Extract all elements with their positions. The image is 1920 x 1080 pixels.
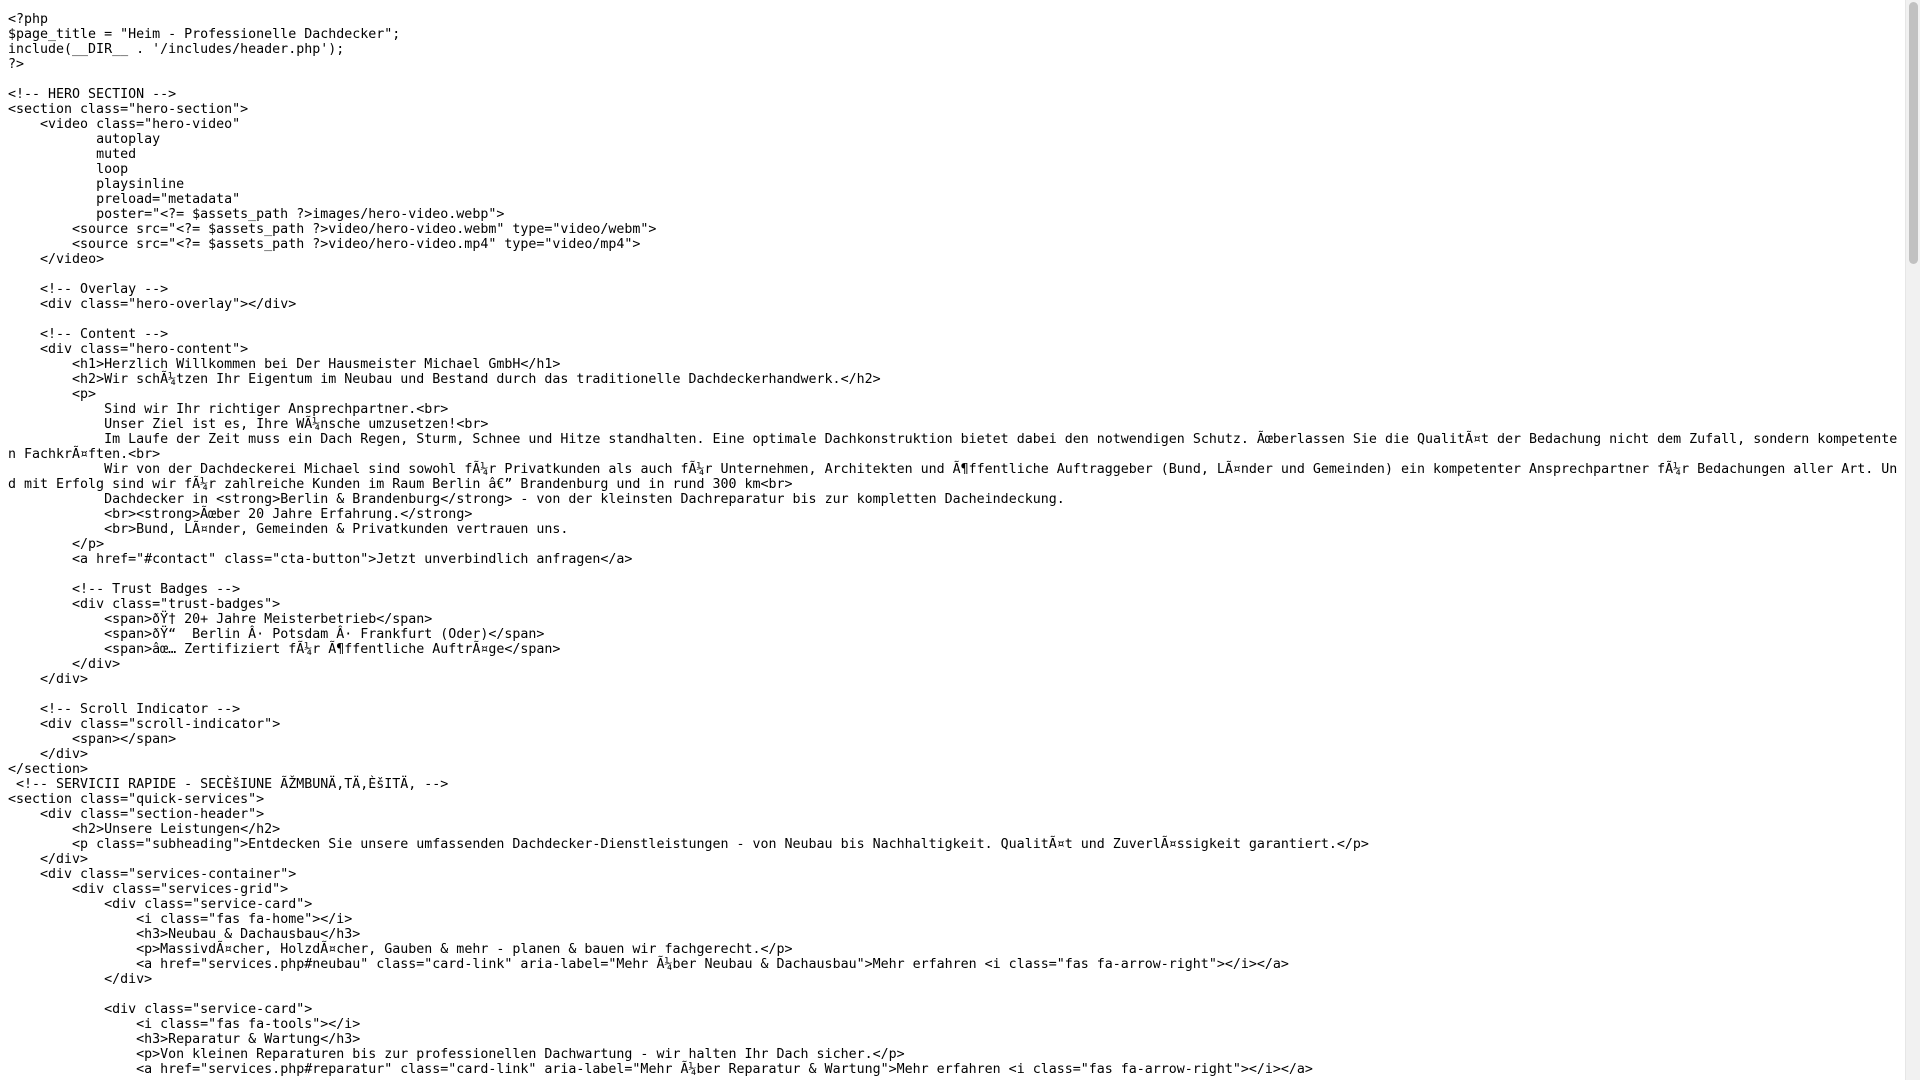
code-line: <p class="subheading">Entdecken Sie unsere umfassenden Dachdecker-Dienstleistungen - von Neubau bis Nachhaltigkeit. QualitÃ¤t und ZuverlÃ¤ssigkeit garantiert.</p> xyxy=(8,837,1369,852)
code-line: </div> xyxy=(8,972,153,987)
vertical-scrollbar[interactable] xyxy=(1905,0,1920,1080)
code-line: <!-- Overlay --> xyxy=(8,282,169,297)
code-line: <a href="services.php#reparatur" class="card-link" aria-label="Mehr Ã¼ber Reparatur & Wartung">Mehr erfahren <i class="fas fa-arrow-right"></i></a> xyxy=(8,1062,1313,1077)
code-line: </div> xyxy=(8,852,89,867)
code-line: muted xyxy=(8,147,137,162)
code-line: Sind wir Ihr richtiger Ansprechpartner.<br> xyxy=(8,402,449,417)
code-line: <i class="fas fa-home"></i> xyxy=(8,912,353,927)
code-line: <section class="hero-section"> xyxy=(8,102,249,117)
code-line: <h3>Reparatur & Wartung</h3> xyxy=(8,1032,361,1047)
code-line: <a href="services.php#neubau" class="card-link" aria-label="Mehr Ã¼ber Neubau & Dachausbau">Mehr erfahren <i class="fas fa-arrow-right"></i></a> xyxy=(8,957,1289,972)
code-line: <h1>Herzlich Willkommen bei Der Hausmeister Michael GmbH</h1> xyxy=(8,357,561,372)
code-line: Im Laufe der Zeit muss ein Dach Regen, Sturm, Schnee und Hitze standhalten. Eine optimale Dachkonstruktion bietet dabei den notwendigen Schutz. Ãœberlassen Sie die QualitÃ¤t der Bedachung nicht dem Zufall, sondern kompetenten FachkrÃ¤ften.<br> xyxy=(8,432,1898,462)
code-line: <div class="hero-overlay"></div> xyxy=(8,297,297,312)
source-code-view xyxy=(8,12,1900,1077)
code-line xyxy=(8,267,1900,282)
code-line: <!-- SERVICII RAPIDE - SECÈšIUNE ÃŽMBUNÄ‚TÄ‚ÈšITÄ‚ --> xyxy=(8,777,449,792)
code-line: <br>Bund, LÃ¤nder, Gemeinden & Privatkunden vertrauen uns. xyxy=(8,522,569,537)
code-line: <h2>Unsere Leistungen</h2> xyxy=(8,822,281,837)
code-line: <!-- Scroll Indicator --> xyxy=(8,702,241,717)
scrollbar-thumb[interactable] xyxy=(1909,2,1918,264)
code-line: <source src="<?= $assets_path ?>video/hero-video.mp4" type="video/mp4"> xyxy=(8,237,641,252)
code-line: Wir von der Dachdeckerei Michael sind sowohl fÃ¼r Privatkunden als auch fÃ¼r Unternehmen, Architekten und Ã¶ffentliche Auftraggeber (Bund, LÃ¤nder und Gemeinden) ein kompetenter Ansprechpartner fÃ¼r Bedachungen aller Art. Und mit Erfolg sind wir fÃ¼r zahlreiche Kunden im Raum Berlin â€” Brandenburg und in rund 300 km<br> xyxy=(8,462,1898,492)
code-line: <h3>Neubau & Dachausbau</h3> xyxy=(8,927,361,942)
code-line: Dachdecker in <strong>Berlin & Brandenburg</strong> - von der kleinsten Dachreparatur bis zur kompletten Dacheindeckung. xyxy=(8,492,1065,507)
code-line: </div> xyxy=(8,747,89,762)
code-line: </p> xyxy=(8,537,105,552)
code-line: Unser Ziel ist es, Ihre WÃ¼nsche umzusetzen!<br> xyxy=(8,417,489,432)
code-line: </section> xyxy=(8,762,89,777)
code-line: <div class="hero-content"> xyxy=(8,342,249,357)
code-line: <div class="service-card"> xyxy=(8,897,313,912)
code-line: ?> xyxy=(8,57,25,72)
code-line xyxy=(8,987,1900,1002)
code-line: <div class="section-header"> xyxy=(8,807,265,822)
code-line xyxy=(8,567,1900,582)
code-line: <section class="quick-services"> xyxy=(8,792,265,807)
code-line xyxy=(8,687,1900,702)
code-line: </video> xyxy=(8,252,105,267)
code-line xyxy=(8,312,1900,327)
code-line: loop xyxy=(8,162,129,177)
code-line: <!-- HERO SECTION --> xyxy=(8,87,177,102)
code-line: <span>ðŸ† 20+ Jahre Meisterbetrieb</span> xyxy=(8,612,433,627)
code-line: include(__DIR__ . '/includes/header.php'); xyxy=(8,42,345,57)
code-line: <div class="services-grid"> xyxy=(8,882,289,897)
code-line: <br><strong>Ãœber 20 Jahre Erfahrung.</strong> xyxy=(8,507,473,522)
code-line: preload="metadata" xyxy=(8,192,241,207)
code-line: <div class="scroll-indicator"> xyxy=(8,717,281,732)
code-line xyxy=(8,72,1900,87)
code-line: <div class="trust-badges"> xyxy=(8,597,281,612)
code-line: <?php xyxy=(8,12,49,27)
code-line: <h2>Wir schÃ¼tzen Ihr Eigentum im Neubau und Bestand durch das traditionelle Dachdeckerhandwerk.</h2> xyxy=(8,372,881,387)
code-line: <i class="fas fa-tools"></i> xyxy=(8,1017,361,1032)
code-line: poster="<?= $assets_path ?>images/hero-video.webp"> xyxy=(8,207,505,222)
code-line: <source src="<?= $assets_path ?>video/hero-video.webm" type="video/webm"> xyxy=(8,222,657,237)
code-line: <p> xyxy=(8,387,97,402)
code-line: autoplay xyxy=(8,132,161,147)
code-line: </div> xyxy=(8,657,121,672)
code-line: <div class="service-card"> xyxy=(8,1002,313,1017)
code-line: </div> xyxy=(8,672,89,687)
code-line: $page_title = "Heim - Professionelle Dachdecker"; xyxy=(8,27,401,42)
code-line: <video class="hero-video" xyxy=(8,117,241,132)
code-line: <!-- Trust Badges --> xyxy=(8,582,241,597)
code-line: <span>âœ… Zertifiziert fÃ¼r Ã¶ffentliche AuftrÃ¤ge</span> xyxy=(8,642,561,657)
code-line: playsinline xyxy=(8,177,185,192)
code-line: <a href="#contact" class="cta-button">Jetzt unverbindlich anfragen</a> xyxy=(8,552,633,567)
code-line: <span></span> xyxy=(8,732,177,747)
code-line: <p>Von kleinen Reparaturen bis zur professionellen Dachwartung - wir halten Ihr Dach sicher.</p> xyxy=(8,1047,905,1062)
code-line: <p>MassivdÃ¤cher, HolzdÃ¤cher, Gauben & mehr - planen & bauen wir fachgerecht.</p> xyxy=(8,942,793,957)
code-line: <span>ðŸ“ Berlin Â· Potsdam Â· Frankfurt (Oder)</span> xyxy=(8,627,545,642)
code-line: <div class="services-container"> xyxy=(8,867,297,882)
code-line: <!-- Content --> xyxy=(8,327,169,342)
